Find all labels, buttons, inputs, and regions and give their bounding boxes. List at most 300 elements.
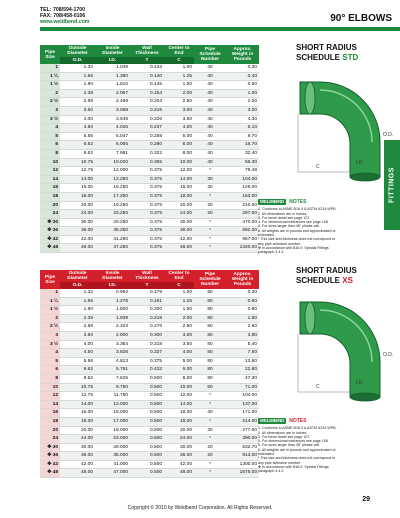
cell-pipe-size: 4 [40,349,60,358]
cell-pipe-size: 10 [40,383,60,392]
table-row [40,435,259,444]
cell-schedule: 80 [194,314,226,323]
cell-id: 3.364 [95,340,130,349]
cell-schedule: 40 [194,106,226,115]
tel-text: TEL: 708/594-1700 [40,7,85,13]
cell-ce: 3.50 [164,340,194,349]
cell-ce: 1.50 [164,81,194,90]
cell-ce: 5.00 [164,357,194,366]
cell-weight: 277.00 [226,426,259,435]
cell-id: 15.000 [95,409,130,418]
cell-wall: 0.145 [130,81,164,90]
table-row [40,460,259,469]
cell-od: 2.88 [60,98,95,107]
table-row [40,452,259,461]
col-pipe-size: Pipe Size [40,270,60,289]
note-item: 3. For bevel detail see page 107. [258,215,311,220]
cell-wall: 0.318 [130,340,164,349]
cell-schedule: 30 [194,426,226,435]
cell-weight: 390.00 [226,435,259,444]
cell-weight: 56.30 [226,158,259,167]
cell-weight: 163.00 [226,192,259,201]
cell-od: 48.00 [60,469,95,478]
cell-weight: 9.70 [226,132,259,141]
cell-schedule: 40 [194,158,226,167]
copyright-footer: Copyright © 2010 by Weldbend Corporation. All Rights Reserved. [127,505,273,511]
cell-schedule: 80 [194,340,226,349]
table-row [40,331,259,340]
std-title-line1: SHORT RADIUS [296,43,357,52]
note-item: ✥ In accordance with B16.9. Special Fittings paragraph 4.4.2. [258,245,329,255]
cell-od: 4.50 [60,124,95,133]
weldbend-logo: WELDBEND [260,199,285,204]
cell-od: 4.00 [60,340,95,349]
std-title-line2: SCHEDULE [296,53,341,62]
table-row [40,227,259,236]
cell-id: 29.250 [95,218,130,227]
col-center-to-end: Center to End [164,270,194,282]
cell-schedule: 40 [194,72,226,81]
cell-wall: 0.276 [130,323,164,332]
table-row [40,349,259,358]
subcol-od: O.D. [60,57,95,64]
cell-weight: 47.30 [226,374,259,383]
cell-pipe-size: 1 ½ [40,81,60,90]
cell-weight: 470.00 [226,218,259,227]
cell-weight: 0.60 [226,297,259,306]
cell-weight: 1.00 [226,89,259,98]
note-item: 3. For bevel detail see page 107. [258,434,311,439]
cell-pipe-size: 20 [40,201,60,210]
cell-wall: 0.500 [130,435,164,444]
cell-schedule: 40 [194,124,226,133]
cell-pipe-size: 3 ½ [40,115,60,124]
table-row [40,417,259,426]
cell-id: 2.067 [95,89,130,98]
subcol-od: O.D. [60,282,95,289]
cell-wall: 0.375 [130,227,164,236]
cell-pipe-size: 8 [40,374,60,383]
xs-title-line2: SCHEDULE [296,276,341,285]
note-item: 4. For dimensional tolerances see page 108. [258,220,329,225]
fittings-side-tab[interactable] [384,140,400,230]
cell-schedule: 30 [194,184,226,193]
subcol-id: I.D. [95,282,130,289]
table-row [40,244,259,253]
cell-wall: 0.375 [130,218,164,227]
cell-od: 20.00 [60,201,95,210]
cell-wall: 0.191 [130,297,164,306]
cell-ce: 1.50 [164,306,194,315]
cell-id: 6.065 [95,141,130,150]
cell-pipe-size: ✥ 42 [40,235,60,244]
cell-od: 16.00 [60,409,95,418]
cell-schedule: * [194,435,226,444]
cell-weight: 4.30 [226,115,259,124]
cell-ce: 2.00 [164,314,194,323]
std-title-tag: STD [342,53,359,62]
cell-od: 1.90 [60,81,95,90]
std-diagram-id: I.D. [356,160,364,166]
cell-wall: 0.500 [130,392,164,401]
cell-schedule: 80 [194,349,226,358]
cell-ce: 2.50 [164,98,194,107]
table-row [40,72,259,81]
cell-id: 1.500 [95,306,130,315]
cell-od: 6.62 [60,366,95,375]
cell-schedule: 80 [194,366,226,375]
cell-weight: 913.00 [226,452,259,461]
cell-ce: 4.00 [164,124,194,133]
cell-ce: 24.00 [164,435,194,444]
cell-schedule: 80 [194,331,226,340]
cell-pipe-size: 1 ¼ [40,72,60,81]
note-item: 2. All dimensions are in inches. [258,211,308,216]
cell-wall: 0.500 [130,469,164,478]
cell-id: 4.026 [95,124,130,133]
cell-schedule: * [194,417,226,426]
cell-wall: 0.280 [130,141,164,150]
subcol-t: T [130,282,164,289]
cell-schedule: 40 [194,115,226,124]
cell-pipe-size: 1 [40,289,60,297]
table-row [40,426,259,435]
cell-ce: 24.00 [164,210,194,219]
cell-id: 13.250 [95,175,130,184]
cell-schedule: * [194,400,226,409]
cell-od: 5.56 [60,357,95,366]
cell-pipe-size: 10 [40,158,60,167]
cell-wall: 0.375 [130,167,164,176]
fax-text: FAX: 708/458-0106 [40,13,86,20]
cell-wall: 0.500 [130,417,164,426]
cell-weight: 3.80 [226,331,259,340]
fittings-tab-label: FITTINGS [388,167,396,203]
cell-pipe-size: 5 [40,357,60,366]
xs-table-body [40,289,259,478]
cell-ce: 5.00 [164,132,194,141]
col-outside-diameter: Outside Diameter [60,45,95,57]
cell-wall: 0.154 [130,89,164,98]
table-row [40,106,259,115]
cell-schedule: 80 [194,289,226,297]
col-pipe-schedule: Pipe Schedule Number [194,45,226,64]
cell-ce: 36.00 [164,452,194,461]
cell-wall: 0.203 [130,98,164,107]
cell-id: 35.250 [95,227,130,236]
cell-ce: 1.25 [164,72,194,81]
table-row [40,340,259,349]
website-link[interactable]: www.weldbend.com [40,19,90,26]
xs-diagram-od: O.D. [383,352,394,358]
table-row [40,89,259,98]
cell-id: 4.813 [95,357,130,366]
table-row [40,158,259,167]
cell-wall: 0.300 [130,331,164,340]
cell-wall: 0.375 [130,357,164,366]
cell-od: 1.90 [60,306,95,315]
cell-weight: 1.50 [226,314,259,323]
table-row [40,314,259,323]
cell-ce: 42.00 [164,460,194,469]
cell-od: 10.75 [60,383,95,392]
cell-ce: 2.00 [164,89,194,98]
xs-notes-title: NOTES [289,418,307,424]
table-row [40,366,259,375]
table-row [40,184,259,193]
xs-title-line1: SHORT RADIUS [296,266,357,275]
cell-weight: 6.10 [226,124,259,133]
cell-schedule: * [194,392,226,401]
cell-id: 17.000 [95,417,130,426]
cell-id: 41.000 [95,460,130,469]
cell-schedule: 20 [194,452,226,461]
cell-od: 6.62 [60,141,95,150]
cell-ce: 8.00 [164,149,194,158]
note-item: ✥ In accordance with B16.9. Special Fittings paragraph 4.4.2. [258,464,329,474]
cell-ce: 10.00 [164,383,194,392]
cell-schedule: * [194,227,226,236]
table-row [40,81,259,90]
cell-id: 2.900 [95,331,130,340]
std-elbow-table [40,45,259,253]
cell-ce: 4.00 [164,349,194,358]
cell-weight: 967.00 [226,235,259,244]
cell-ce: 8.00 [164,374,194,383]
cell-od: 42.00 [60,460,95,469]
table-row [40,115,259,124]
cell-id: 3.826 [95,349,130,358]
cell-od: 8.62 [60,149,95,158]
cell-ce: 3.50 [164,115,194,124]
cell-pipe-size: ✥ 30 [40,218,60,227]
cell-weight: 5.40 [226,340,259,349]
cell-ce: 14.00 [164,400,194,409]
table-row [40,400,259,409]
cell-ce: 12.00 [164,167,194,176]
table-row [40,374,259,383]
xs-diagram-c: C [316,384,320,390]
cell-schedule: 80 [194,297,226,306]
cell-od: 30.00 [60,218,95,227]
cell-pipe-size: 5 [40,132,60,141]
cell-od: 42.00 [60,235,95,244]
cell-od: 18.00 [60,417,95,426]
cell-pipe-size: ✥ 30 [40,443,60,452]
std-notes-title: NOTES [289,199,307,205]
page-title: 90° ELBOWS [330,13,392,24]
contact-block [40,7,89,26]
cell-id: 19.250 [95,201,130,210]
cell-ce: 30.00 [164,218,194,227]
cell-ce: 16.00 [164,409,194,418]
cell-id: 10.020 [95,158,130,167]
cell-weight: 0.50 [226,81,259,90]
cell-id: 41.250 [95,235,130,244]
cell-pipe-size: 6 [40,141,60,150]
cell-weight: 632.70 [226,443,259,452]
cell-schedule: 80 [194,374,226,383]
table-row [40,409,259,418]
cell-schedule: * [194,235,226,244]
cell-weight: 692.00 [226,227,259,236]
cell-id: 2.323 [95,323,130,332]
std-table-body [40,64,259,253]
col-inside-diameter: Inside Diameter [95,270,130,282]
cell-od: 3.50 [60,106,95,115]
cell-pipe-size: 4 [40,124,60,133]
cell-wall: 0.432 [130,366,164,375]
cell-pipe-size: ✥ 36 [40,452,60,461]
col-inside-diameter: Inside Diameter [95,45,130,57]
cell-od: 10.75 [60,158,95,167]
table-row [40,392,259,401]
cell-id: 19.000 [95,426,130,435]
col-outside-diameter: Outside Diameter [60,270,95,282]
xs-title-tag: XS [342,276,353,285]
cell-pipe-size: 2 ½ [40,98,60,107]
table-row [40,235,259,244]
cell-weight: 1675.00 [226,469,259,478]
cell-weight: 16.70 [226,141,259,150]
cell-pipe-size: 3 [40,331,60,340]
cell-pipe-size: 20 [40,426,60,435]
note-item: 1. Conforms to ASME B16.9 & ASTM A234 WPB. [258,207,337,212]
cell-wall: 0.200 [130,306,164,315]
cell-id: 23.250 [95,210,130,219]
col-weight: Approx. Weight in Pounds [226,270,259,289]
cell-weight: 104.00 [226,392,259,401]
table-row [40,306,259,315]
cell-wall: 0.375 [130,175,164,184]
cell-pipe-size: 14 [40,400,60,409]
note-item: 5. For sizes larger than 48" please call. [258,443,321,448]
cell-id: 5.761 [95,366,130,375]
cell-ce: 6.00 [164,141,194,150]
cell-od: 1.66 [60,297,95,306]
cell-od: 14.00 [60,400,95,409]
subcol-c: C [164,57,194,64]
cell-pipe-size: 6 [40,366,60,375]
cell-pipe-size: 2 ½ [40,323,60,332]
cell-id: 2.469 [95,98,130,107]
cell-id: 15.250 [95,184,130,193]
cell-weight: 3.00 [226,106,259,115]
cell-ce: 2.50 [164,323,194,332]
cell-weight: 214.00 [226,417,259,426]
cell-ce: 1.00 [164,289,194,297]
cell-wall: 0.500 [130,383,164,392]
cell-id: 47.250 [95,244,130,253]
cell-od: 12.75 [60,167,95,176]
cell-pipe-size: 18 [40,192,60,201]
cell-od: 20.00 [60,426,95,435]
col-pipe-schedule: Pipe Schedule Number [194,270,226,289]
table-row [40,175,259,184]
cell-od: 1.66 [60,72,95,81]
cell-wall: 0.500 [130,374,164,383]
cell-od: 5.56 [60,132,95,141]
cell-pipe-size: 14 [40,175,60,184]
cell-pipe-size: 1 ½ [40,306,60,315]
cell-schedule: 40 [194,409,226,418]
cell-pipe-size: 24 [40,435,60,444]
cell-pipe-size: ✥ 36 [40,227,60,236]
cell-pipe-size: 24 [40,210,60,219]
cell-schedule: * [194,167,226,176]
cell-schedule: 40 [194,132,226,141]
cell-id: 3.068 [95,106,130,115]
std-diagram-od: O.D. [383,132,394,138]
cell-schedule: 40 [194,64,226,72]
table-row [40,132,259,141]
subcol-id: I.D. [95,57,130,64]
cell-schedule: 20 [194,443,226,452]
cell-id: 47.000 [95,469,130,478]
weldbend-logo: WELDBEND [260,418,285,423]
std-diagram-c: C [316,164,320,170]
cell-schedule: 60 [194,383,226,392]
cell-weight: 0.30 [226,289,259,297]
cell-od: 24.00 [60,210,95,219]
cell-id: 11.750 [95,392,130,401]
cell-schedule: 80 [194,323,226,332]
cell-od: 2.38 [60,314,95,323]
table-row [40,98,259,107]
table-row [40,383,259,392]
table-row [40,149,259,158]
cell-schedule: 30 [194,175,226,184]
cell-id: 1.380 [95,72,130,81]
xs-elbow-table [40,270,259,478]
cell-schedule: 40 [194,98,226,107]
cell-od: 16.00 [60,184,95,193]
cell-ce: 12.00 [164,392,194,401]
table-row [40,192,259,201]
cell-id: 35.000 [95,452,130,461]
cell-id: 0.962 [95,289,130,297]
cell-weight: 22.80 [226,366,259,375]
cell-pipe-size: 1 ¼ [40,297,60,306]
note-item: * This size and thickness does not correspond to any pipe schedule number. [258,456,336,465]
cell-wall: 0.322 [130,149,164,158]
note-item: 6. All weights are in pounds and approximated or estimated. [258,228,336,238]
cell-ce: 20.00 [164,426,194,435]
cell-schedule: * [194,244,226,253]
cell-pipe-size: 8 [40,149,60,158]
cell-ce: 48.00 [164,244,194,253]
cell-weight: 297.00 [226,210,259,219]
cell-ce: 3.00 [164,331,194,340]
cell-weight: 1300.00 [226,460,259,469]
cell-ce: 48.00 [164,469,194,478]
cell-od: 1.32 [60,64,95,72]
cell-schedule: 40 [194,141,226,150]
cell-pipe-size: 12 [40,392,60,401]
cell-schedule: * [194,469,226,478]
col-wall-thickness: Wall Thickness [130,45,164,57]
cell-wall: 0.133 [130,64,164,72]
note-item: 6. All weights are in pounds and approximated or estimated. [258,447,336,457]
cell-id: 1.278 [95,297,130,306]
cell-wall: 0.375 [130,192,164,201]
cell-wall: 0.500 [130,400,164,409]
cell-ce: 18.00 [164,417,194,426]
col-weight: Approx. Weight in Pounds [226,45,259,64]
cell-wall: 0.375 [130,210,164,219]
cell-od: 24.00 [60,435,95,444]
cell-pipe-size: 3 ½ [40,340,60,349]
